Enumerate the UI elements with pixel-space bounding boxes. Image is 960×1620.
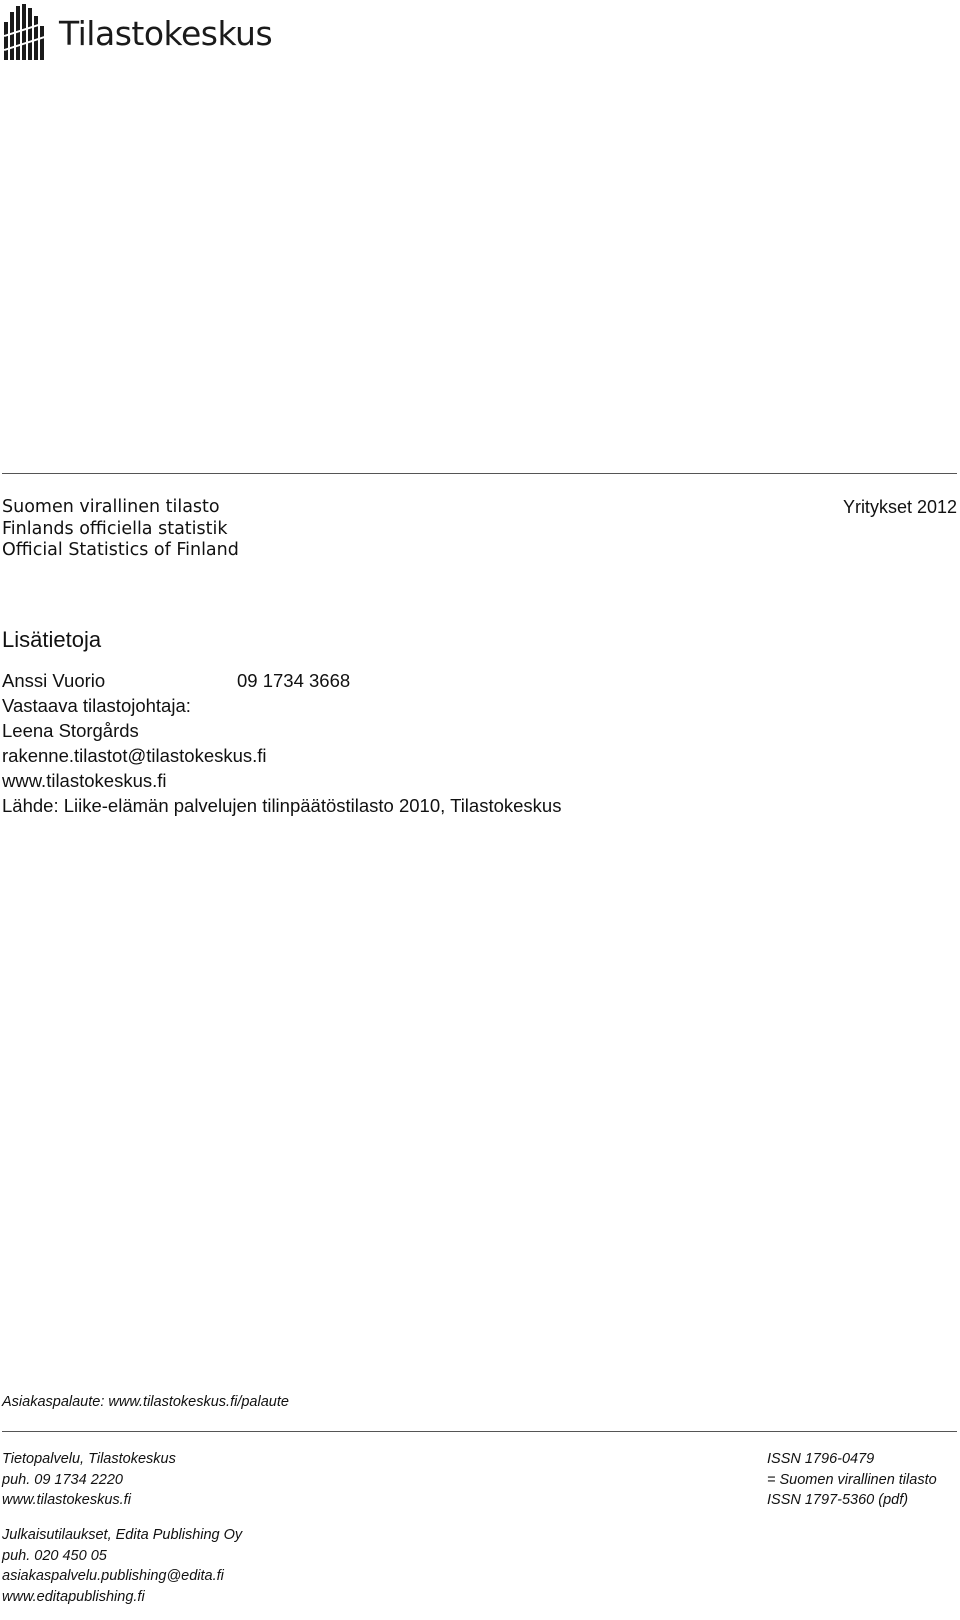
footer-issn [767, 1449, 937, 1511]
footer-issn-print: ISSN 1796-0479 [767, 1451, 875, 1467]
section-title-lisatietoja: Lisätietoja [2, 627, 102, 652]
series-name-block [2, 497, 239, 562]
series-name-fi: Suomen virallinen tilasto [2, 497, 220, 517]
footer-service-phone: puh. 09 1734 2220 [2, 1471, 123, 1488]
footer-info-service [2, 1449, 176, 1511]
contact-website[interactable]: www.tilastokeskus.fi [2, 770, 167, 791]
logo-wordmark: Tilastokeskus [59, 13, 273, 53]
contact-phone: 09 1734 3668 [237, 670, 351, 691]
director-name: Leena Storgårds [2, 720, 139, 741]
contact-name: Anssi Vuorio [2, 670, 106, 691]
contact-block [2, 668, 561, 818]
tilastokeskus-logo [3, 0, 272, 64]
series-name-sv: Finlands officiella statistik [2, 518, 228, 539]
series-name-en: Official Statistics of Finland [2, 540, 239, 560]
contact-email[interactable]: rakenne.tilastot@tilastokeskus.fi [2, 745, 267, 766]
footer-service-website[interactable]: www.tilastokeskus.fi [2, 1492, 131, 1508]
director-label: Vastaava tilastojohtaja: [2, 695, 191, 716]
top-divider [2, 473, 957, 474]
source-note: Lähde: Liike-elämän palvelujen tilinpäätöstilasto 2010, Tilastokeskus [2, 795, 562, 816]
publisher-name: Julkaisutilaukset, Edita Publishing Oy [2, 1527, 243, 1543]
feedback-link[interactable]: Asiakaspalaute: www.tilastokeskus.fi/palaute [2, 1394, 289, 1410]
footer-issn-pdf: ISSN 1797-5360 (pdf) [767, 1492, 909, 1508]
footer-issn-series: = Suomen virallinen tilasto [767, 1471, 937, 1488]
contact-row [2, 668, 561, 693]
footer-publisher [2, 1525, 242, 1607]
publisher-email[interactable]: asiakaspalvelu.publishing@edita.fi [2, 1568, 224, 1584]
publisher-website[interactable]: www.editapublishing.fi [2, 1588, 145, 1605]
publisher-phone: puh. 020 450 05 [2, 1547, 107, 1564]
bottom-divider [2, 1431, 957, 1432]
tilastokeskus-logo-icon [3, 2, 49, 62]
publication-title: Yritykset 2012 [842, 497, 957, 517]
footer-service-name: Tietopalvelu, Tilastokeskus [2, 1451, 176, 1467]
